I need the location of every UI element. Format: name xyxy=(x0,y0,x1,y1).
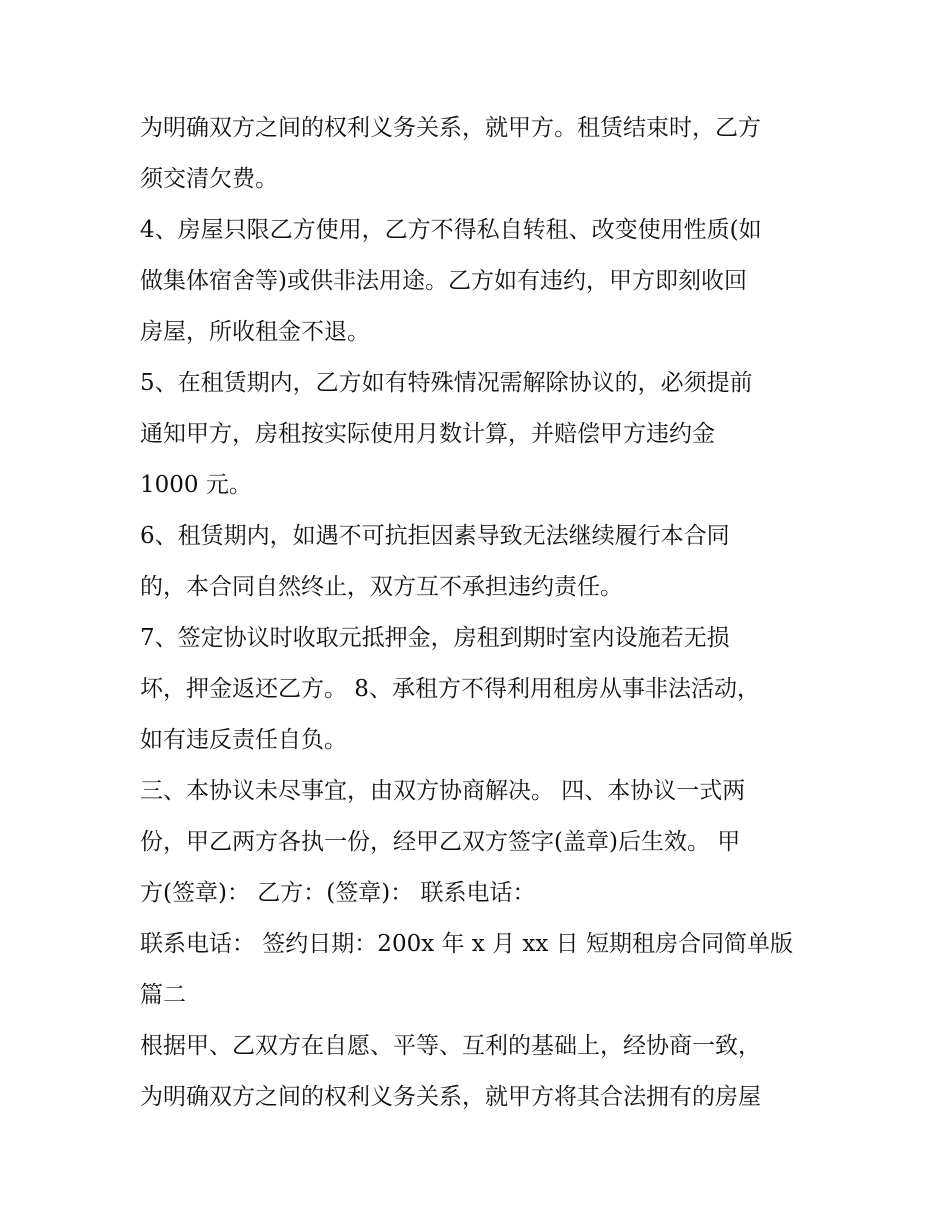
text-line: 的，本合同自然终止，双方互不承担违约责任。 xyxy=(140,574,623,600)
text-line: 三、本协议未尽事宜，由双方协商解决。 四、本协议一式两 xyxy=(140,778,746,804)
text-line: 联系电话： 签约日期：200x 年 x 月 xx 日 短期租房合同简单版 xyxy=(140,931,793,957)
text-line: 4、房屋只限乙方使用，乙方不得私自转租、改变使用性质(如 xyxy=(140,217,762,243)
text-line: 1000 元。 xyxy=(140,472,252,498)
document-body xyxy=(140,103,830,1123)
text-line: 篇二 xyxy=(140,982,186,1008)
text-line: 5、在租赁期内，乙方如有特殊情况需解除协议的，必须提前 xyxy=(140,370,753,396)
text-line: 6、租赁期内，如遇不可抗拒因素导致无法继续履行本合同 xyxy=(140,523,730,549)
text-line: 份，甲乙两方各执一份，经甲乙双方签字(盖章)后生效。 甲 xyxy=(140,829,741,855)
text-line: 坏，押金返还乙方。 8、承租方不得利用租房从事非法活动， xyxy=(140,676,760,702)
text-line: 通知甲方，房租按实际使用月数计算，并赔偿甲方违约金 xyxy=(140,421,715,447)
text-line: 如有违反责任自负。 xyxy=(140,727,347,753)
text-line: 为明确双方之间的权利义务关系，就甲方将其合法拥有的房屋 xyxy=(140,1084,761,1110)
text-line: 须交清欠费。 xyxy=(140,166,278,192)
text-line: 房屋，所收租金不退。 xyxy=(140,319,370,345)
text-line: 7、签定协议时收取元抵押金，房租到期时室内设施若无损 xyxy=(140,625,730,651)
text-line: 为明确双方之间的权利义务关系，就甲方。租赁结束时，乙方 xyxy=(140,115,761,141)
text-line: 方(签章)： 乙方：(签章)： 联系电话： xyxy=(140,880,536,906)
text-line: 根据甲、乙双方在自愿、平等、互利的基础上，经协商一致， xyxy=(140,1033,761,1059)
text-line: 做集体宿舍等)或供非法用途。乙方如有违约，甲方即刻收回 xyxy=(140,268,747,294)
